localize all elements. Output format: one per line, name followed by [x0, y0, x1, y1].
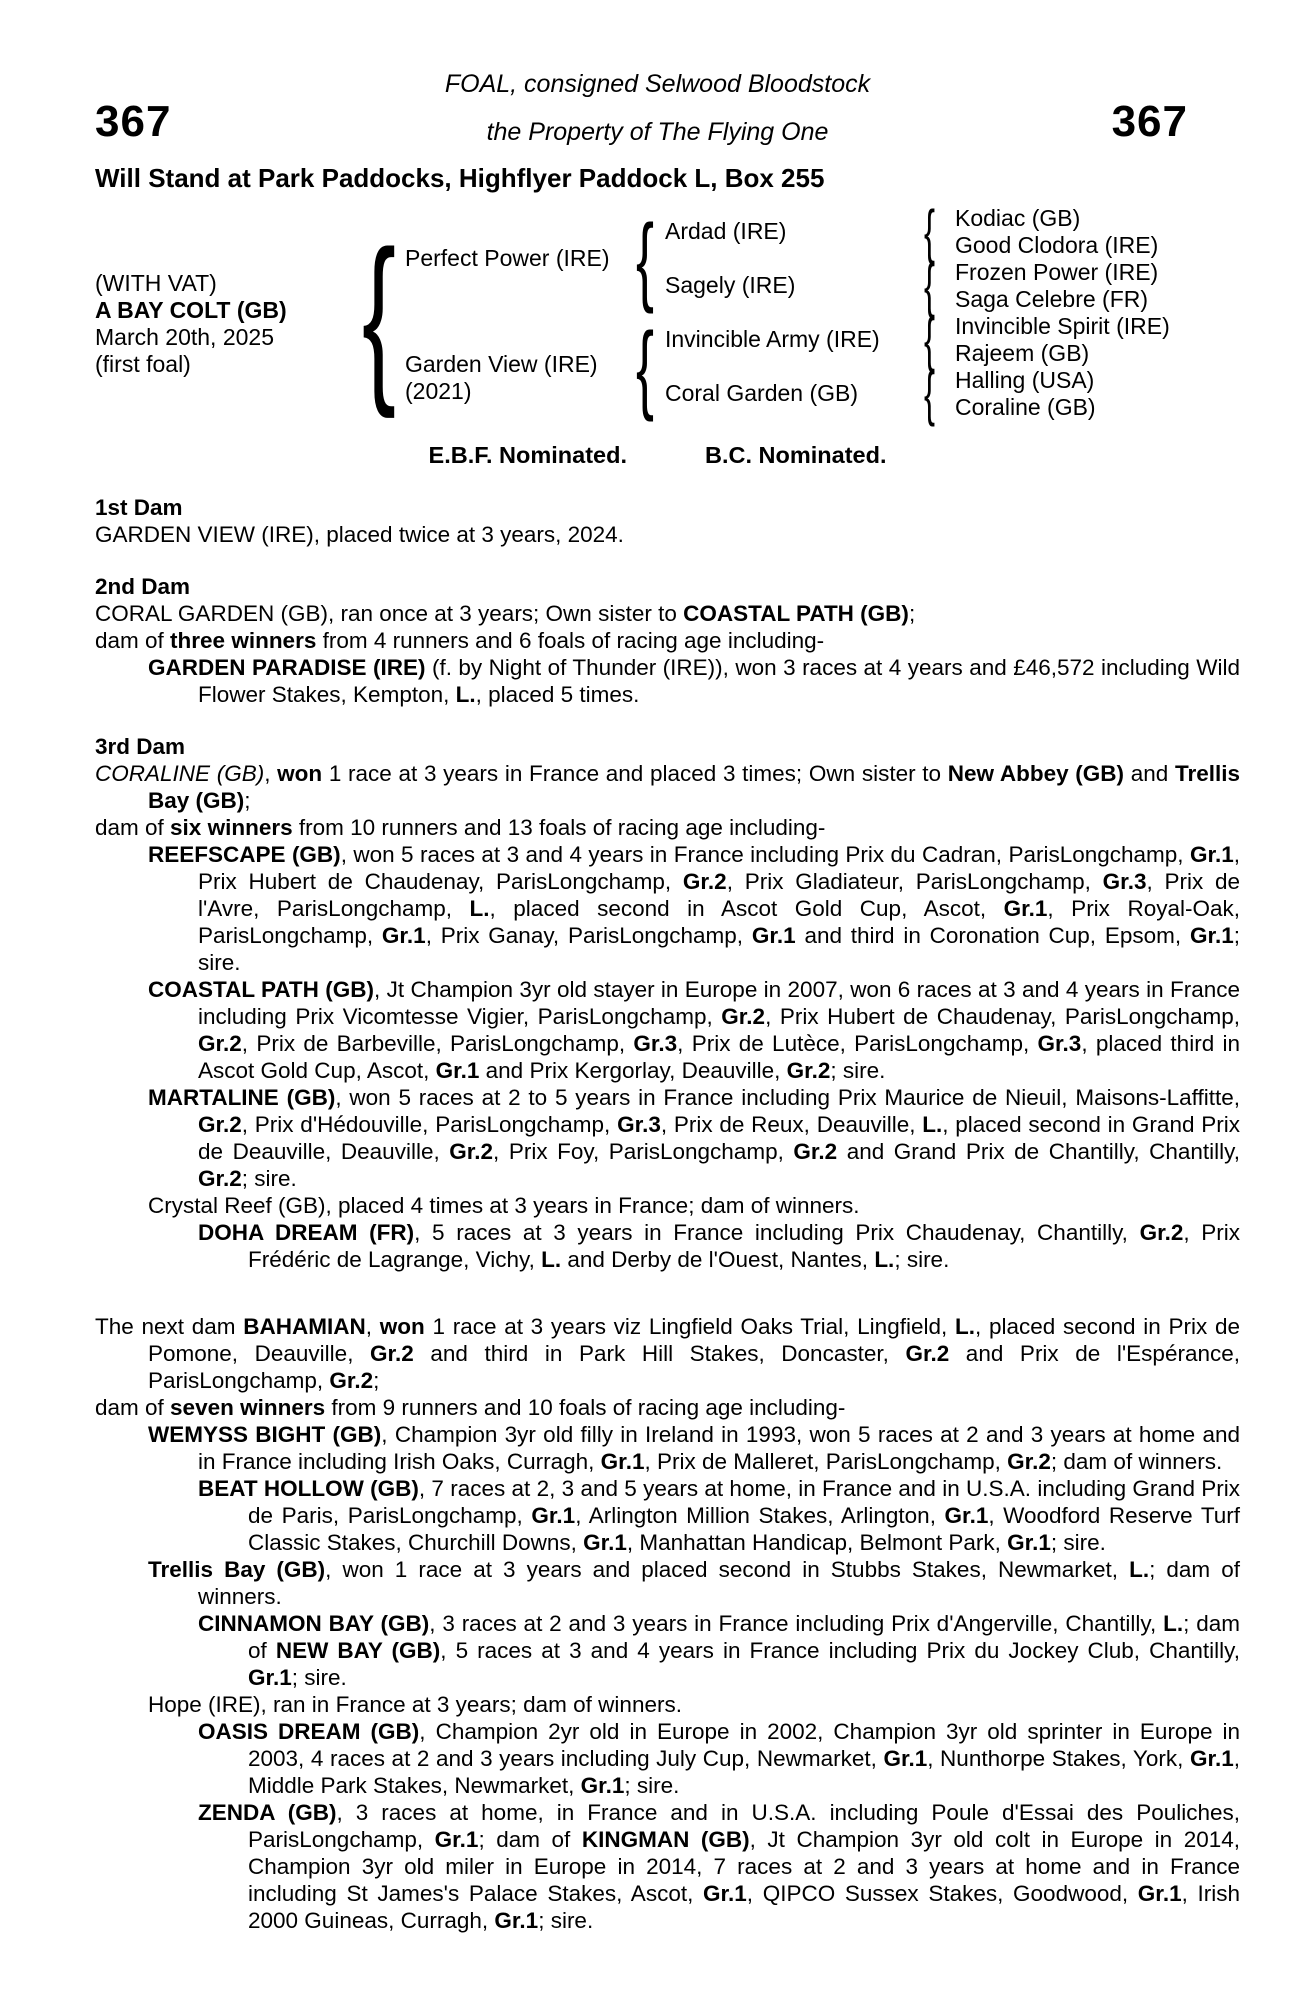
property-line: the Property of The Flying One [486, 118, 829, 146]
sire-dam: Sagely (IRE) [665, 272, 796, 298]
dam-sire-dam: Rajeem (GB) [955, 340, 1090, 366]
catalog-paragraph: DOHA DREAM (FR), 5 races at 3 years in France including Prix Chaudenay, Chantilly, Gr.2, Prix Frédéric de Lagrange, Vichy, L. and Derby de l'Ouest, Nantes, L.; sire. [198, 1220, 1240, 1272]
dam-year: (2021) [405, 378, 472, 404]
stand-location-line: Will Stand at Park Paddocks, Highflyer Paddock L, Box 255 [95, 163, 825, 193]
lot-number-left: 367 [95, 97, 172, 146]
catalog-paragraph: dam of three winners from 4 runners and 6 foals of racing age including- [95, 628, 825, 653]
ebf-nominated: E.B.F. Nominated. [428, 442, 627, 468]
dam-name: Garden View (IRE) [405, 351, 598, 377]
catalog-paragraph: MARTALINE (GB), won 5 races at 2 to 5 years in France including Prix Maurice de Nieuil, Maisons-Laffitte, Gr.2, Prix d'Hédouville, ParisLongchamp, Gr.3, Prix de Reux, Deauville, L., placed second in Grand Prix de Deauville, Deauville, Gr.2, Prix Foy, ParisLongchamp, Gr.2 and Grand Prix de Chantilly, Chantilly, Gr.2; sire. [148, 1085, 1240, 1191]
sire-sire: Ardad (IRE) [665, 218, 787, 244]
sire-dam-sire: Frozen Power (IRE) [955, 259, 1159, 285]
catalog-paragraph: ZENDA (GB), 3 races at home, in France and in U.S.A. including Poule d'Essai des Pouliches, ParisLongchamp, Gr.1; dam of KINGMAN (GB), Jt Champion 3yr old colt in Europe in 2014, Champion 3yr old miler in Europe in 2014, 7 races at 2 and 3 years at home and in France including St James's Palace Stakes, Ascot, Gr.1, QIPCO Sussex Stakes, Goodwood, Gr.1, Irish 2000 Guineas, Curragh, Gr.1; sire. [198, 1800, 1241, 1933]
foal-note: (first foal) [95, 351, 191, 377]
page-header [0, 0, 1315, 205]
brace-sire-parents: { [636, 204, 655, 314]
catalog-paragraph: REEFSCAPE (GB), won 5 races at 3 and 4 years in France including Prix du Cadran, ParisLongchamp, Gr.1, Prix Hubert de Chaudenay, ParisLongchamp, Gr.2, Prix Gladiateur, ParisLongchamp, Gr.3, Prix de l'Avre, ParisLongchamp, L., placed second in Ascot Gold Cup, Ascot, Gr.1, Prix Royal-Oak, ParisLongchamp, Gr.1, Prix Ganay, ParisLongchamp, Gr.1 and third in Coronation Cup, Epsom, Gr.1; sire. [148, 842, 1241, 975]
pedigree-chart [0, 198, 1315, 427]
catalog-paragraph: GARDEN PARADISE (IRE) (f. by Night of Thunder (IRE)), won 3 races at 4 years and £46,572 including Wild Flower Stakes, Kempton, L., placed 5 times. [148, 655, 1240, 707]
catalog-paragraph: OASIS DREAM (GB), Champion 2yr old in Europe in 2002, Champion 3yr old sprinter in Europe in 2003, 4 races at 2 and 3 years including July Cup, Newmarket, Gr.1, Nunthorpe Stakes, York, Gr.1, Middle Park Stakes, Newmarket, Gr.1; sire. [198, 1719, 1241, 1798]
foaling-date: March 20th, 2025 [95, 324, 275, 350]
brace-parents: { [362, 213, 396, 420]
catalog-paragraph: CORAL GARDEN (GB), ran once at 3 years; Own sister to COASTAL PATH (GB); [95, 601, 916, 626]
catalog-paragraph: WEMYSS BIGHT (GB), Champion 3yr old filly in Ireland in 1993, won 5 races at 2 and 3 years at home and in France including Irish Oaks, Curragh, Gr.1, Prix de Malleret, ParisLongchamp, Gr.2; dam of winners. [148, 1422, 1240, 1474]
catalog-paragraph: CORALINE (GB), won 1 race at 3 years in France and placed 3 times; Own sister to New Abbey (GB) and Trellis Bay (GB); [95, 761, 1240, 813]
sire-dam-dam: Saga Celebre (FR) [955, 286, 1149, 312]
brace-sire-sire-parents: { [924, 198, 936, 265]
brace-dam-sire-parents: { [924, 306, 936, 373]
lot-number-right: 367 [1111, 97, 1188, 146]
pedigree-text [95, 494, 1240, 1934]
bc-nominated: B.C. Nominated. [704, 442, 887, 468]
catalog-paragraph: The next dam BAHAMIAN, won 1 race at 3 years viz Lingfield Oaks Trial, Lingfield, L., placed second in Prix de Pomone, Deauville, Gr.2 and third in Park Hill Stakes, Doncaster, Gr.2 and Prix de l'Espérance, ParisLongchamp, Gr.2; [95, 1314, 1240, 1393]
dam-sire-sire: Invincible Spirit (IRE) [955, 313, 1170, 339]
colt-description: A BAY COLT (GB) [95, 297, 287, 323]
catalog-paragraph: Hope (IRE), ran in France at 3 years; dam of winners. [148, 1692, 682, 1717]
catalog-paragraph: Trellis Bay (GB), won 1 race at 3 years and placed second in Stubbs Stakes, Newmarket, L.; dam of winners. [148, 1557, 1240, 1609]
consignment-line: FOAL, consigned Selwood Bloodstock [444, 70, 871, 98]
nominations-line [0, 441, 1315, 469]
dam-dam-sire: Halling (USA) [955, 367, 1095, 393]
dam-heading: 3rd Dam [95, 734, 186, 759]
dam-sire: Invincible Army (IRE) [665, 326, 880, 352]
sire-name: Perfect Power (IRE) [405, 245, 610, 271]
catalog-paragraph: CINNAMON BAY (GB), 3 races at 2 and 3 years in France including Prix d'Angerville, Chantilly, L.; dam of NEW BAY (GB), 5 races at 3 and 4 years in France including Prix du Jockey Club, Chantilly, Gr.1; sire. [198, 1611, 1240, 1690]
dam-heading: 1st Dam [95, 495, 183, 520]
brace-dam-parents: { [636, 312, 655, 422]
sire-sire-dam: Good Clodora (IRE) [955, 232, 1159, 258]
vat-note: (WITH VAT) [95, 270, 217, 296]
catalog-paragraph: COASTAL PATH (GB), Jt Champion 3yr old stayer in Europe in 2007, won 6 races at 3 and 4 years in France including Prix Vicomtesse Vigier, ParisLongchamp, Gr.2, Prix Hubert de Chaudenay, ParisLongchamp, Gr.2, Prix de Barbeville, ParisLongchamp, Gr.3, Prix de Lutèce, ParisLongchamp, Gr.3, placed third in Ascot Gold Cup, Ascot, Gr.1 and Prix Kergorlay, Deauville, Gr.2; sire. [148, 977, 1240, 1083]
catalog-paragraph: GARDEN VIEW (IRE), placed twice at 3 years, 2024. [95, 522, 624, 547]
catalog-paragraph: dam of seven winners from 9 runners and 10 foals of racing age including- [95, 1395, 846, 1420]
dam-dam: Coral Garden (GB) [665, 380, 859, 406]
brace-dam-dam-parents: { [924, 360, 936, 427]
catalog-paragraph: dam of six winners from 10 runners and 13 foals of racing age including- [95, 815, 826, 840]
catalog-paragraph: Crystal Reef (GB), placed 4 times at 3 years in France; dam of winners. [148, 1193, 860, 1218]
brace-sire-dam-parents: { [924, 252, 936, 319]
sire-sire-sire: Kodiac (GB) [955, 205, 1081, 231]
dam-heading: 2nd Dam [95, 574, 191, 599]
catalog-paragraph: BEAT HOLLOW (GB), 7 races at 2, 3 and 5 years at home, in France and in U.S.A. including Grand Prix de Paris, ParisLongchamp, Gr.1, Arlington Million Stakes, Arlington, Gr.1, Woodford Reserve Turf Classic Stakes, Churchill Downs, Gr.1, Manhattan Handicap, Belmont Park, Gr.1; sire. [198, 1476, 1241, 1555]
dam-dam-dam: Coraline (GB) [955, 394, 1096, 420]
